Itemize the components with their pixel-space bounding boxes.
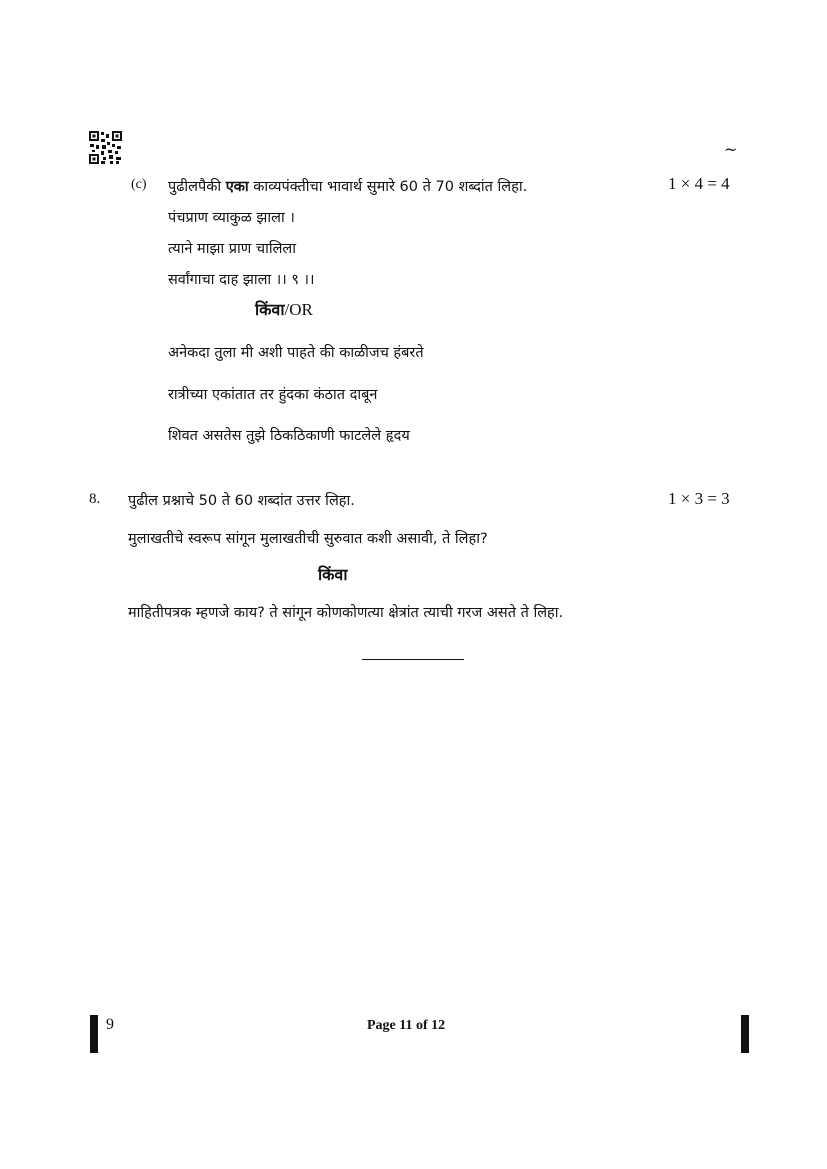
header-mark: ~ xyxy=(724,140,738,159)
question-marks: 1 × 4 = 4 xyxy=(668,174,730,193)
page-number: Page 11 of 12 xyxy=(367,1018,446,1033)
prompt-text: काव्यपंक्तीचा भावार्थ सुमारे 60 ते 70 शब्दांत लिहा. xyxy=(248,179,528,195)
or-marathi: किंवा xyxy=(255,300,285,319)
qr-code-icon xyxy=(89,131,122,164)
poem-line: पंचप्राण व्याकुळ झाला । xyxy=(168,210,295,226)
poem-line: सर्वांगाचा दाह झाला ।। ९ ।। xyxy=(168,272,315,288)
poem-line: अनेकदा तुला मी अशी पाहते की काळीजच हंबरते xyxy=(168,345,424,361)
question-label: (c) xyxy=(131,177,147,192)
poem-line: त्याने माझा प्राण चालिला xyxy=(168,241,297,257)
prompt-text: पुढीलपैकी xyxy=(168,179,226,195)
question-prompt: पुढील प्रश्नाचे 50 ते 60 शब्दांत उत्तर लिहा. xyxy=(128,493,355,509)
right-margin-bar xyxy=(741,1015,749,1053)
or-english: /OR xyxy=(284,300,313,319)
or-separator: किंवा xyxy=(318,565,348,584)
left-margin-bar xyxy=(90,1015,98,1053)
question-text: मुलाखतीचे स्वरूप सांगून मुलाखतीची सुरुवात कशी असावी, ते लिहा? xyxy=(128,531,488,547)
question-marks: 1 × 3 = 3 xyxy=(668,489,730,508)
prompt-emphasis: एका xyxy=(225,179,249,195)
poem-line: शिवत असतेस तुझे ठिकठिकाणी फाटलेले हृदय xyxy=(168,428,410,444)
question-number: 8. xyxy=(89,491,101,507)
poem-line: रात्रीच्या एकांतात तर हुंदका कंठात दाबून xyxy=(168,387,378,403)
paper-code: 9 xyxy=(106,1016,114,1033)
end-rule xyxy=(362,659,464,660)
question-text: माहितीपत्रक म्हणजे काय? ते सांगून कोणकोणत्या क्षेत्रांत त्याची गरज असते ते लिहा. xyxy=(128,605,564,621)
or-separator xyxy=(255,298,313,320)
question-prompt xyxy=(168,176,527,196)
